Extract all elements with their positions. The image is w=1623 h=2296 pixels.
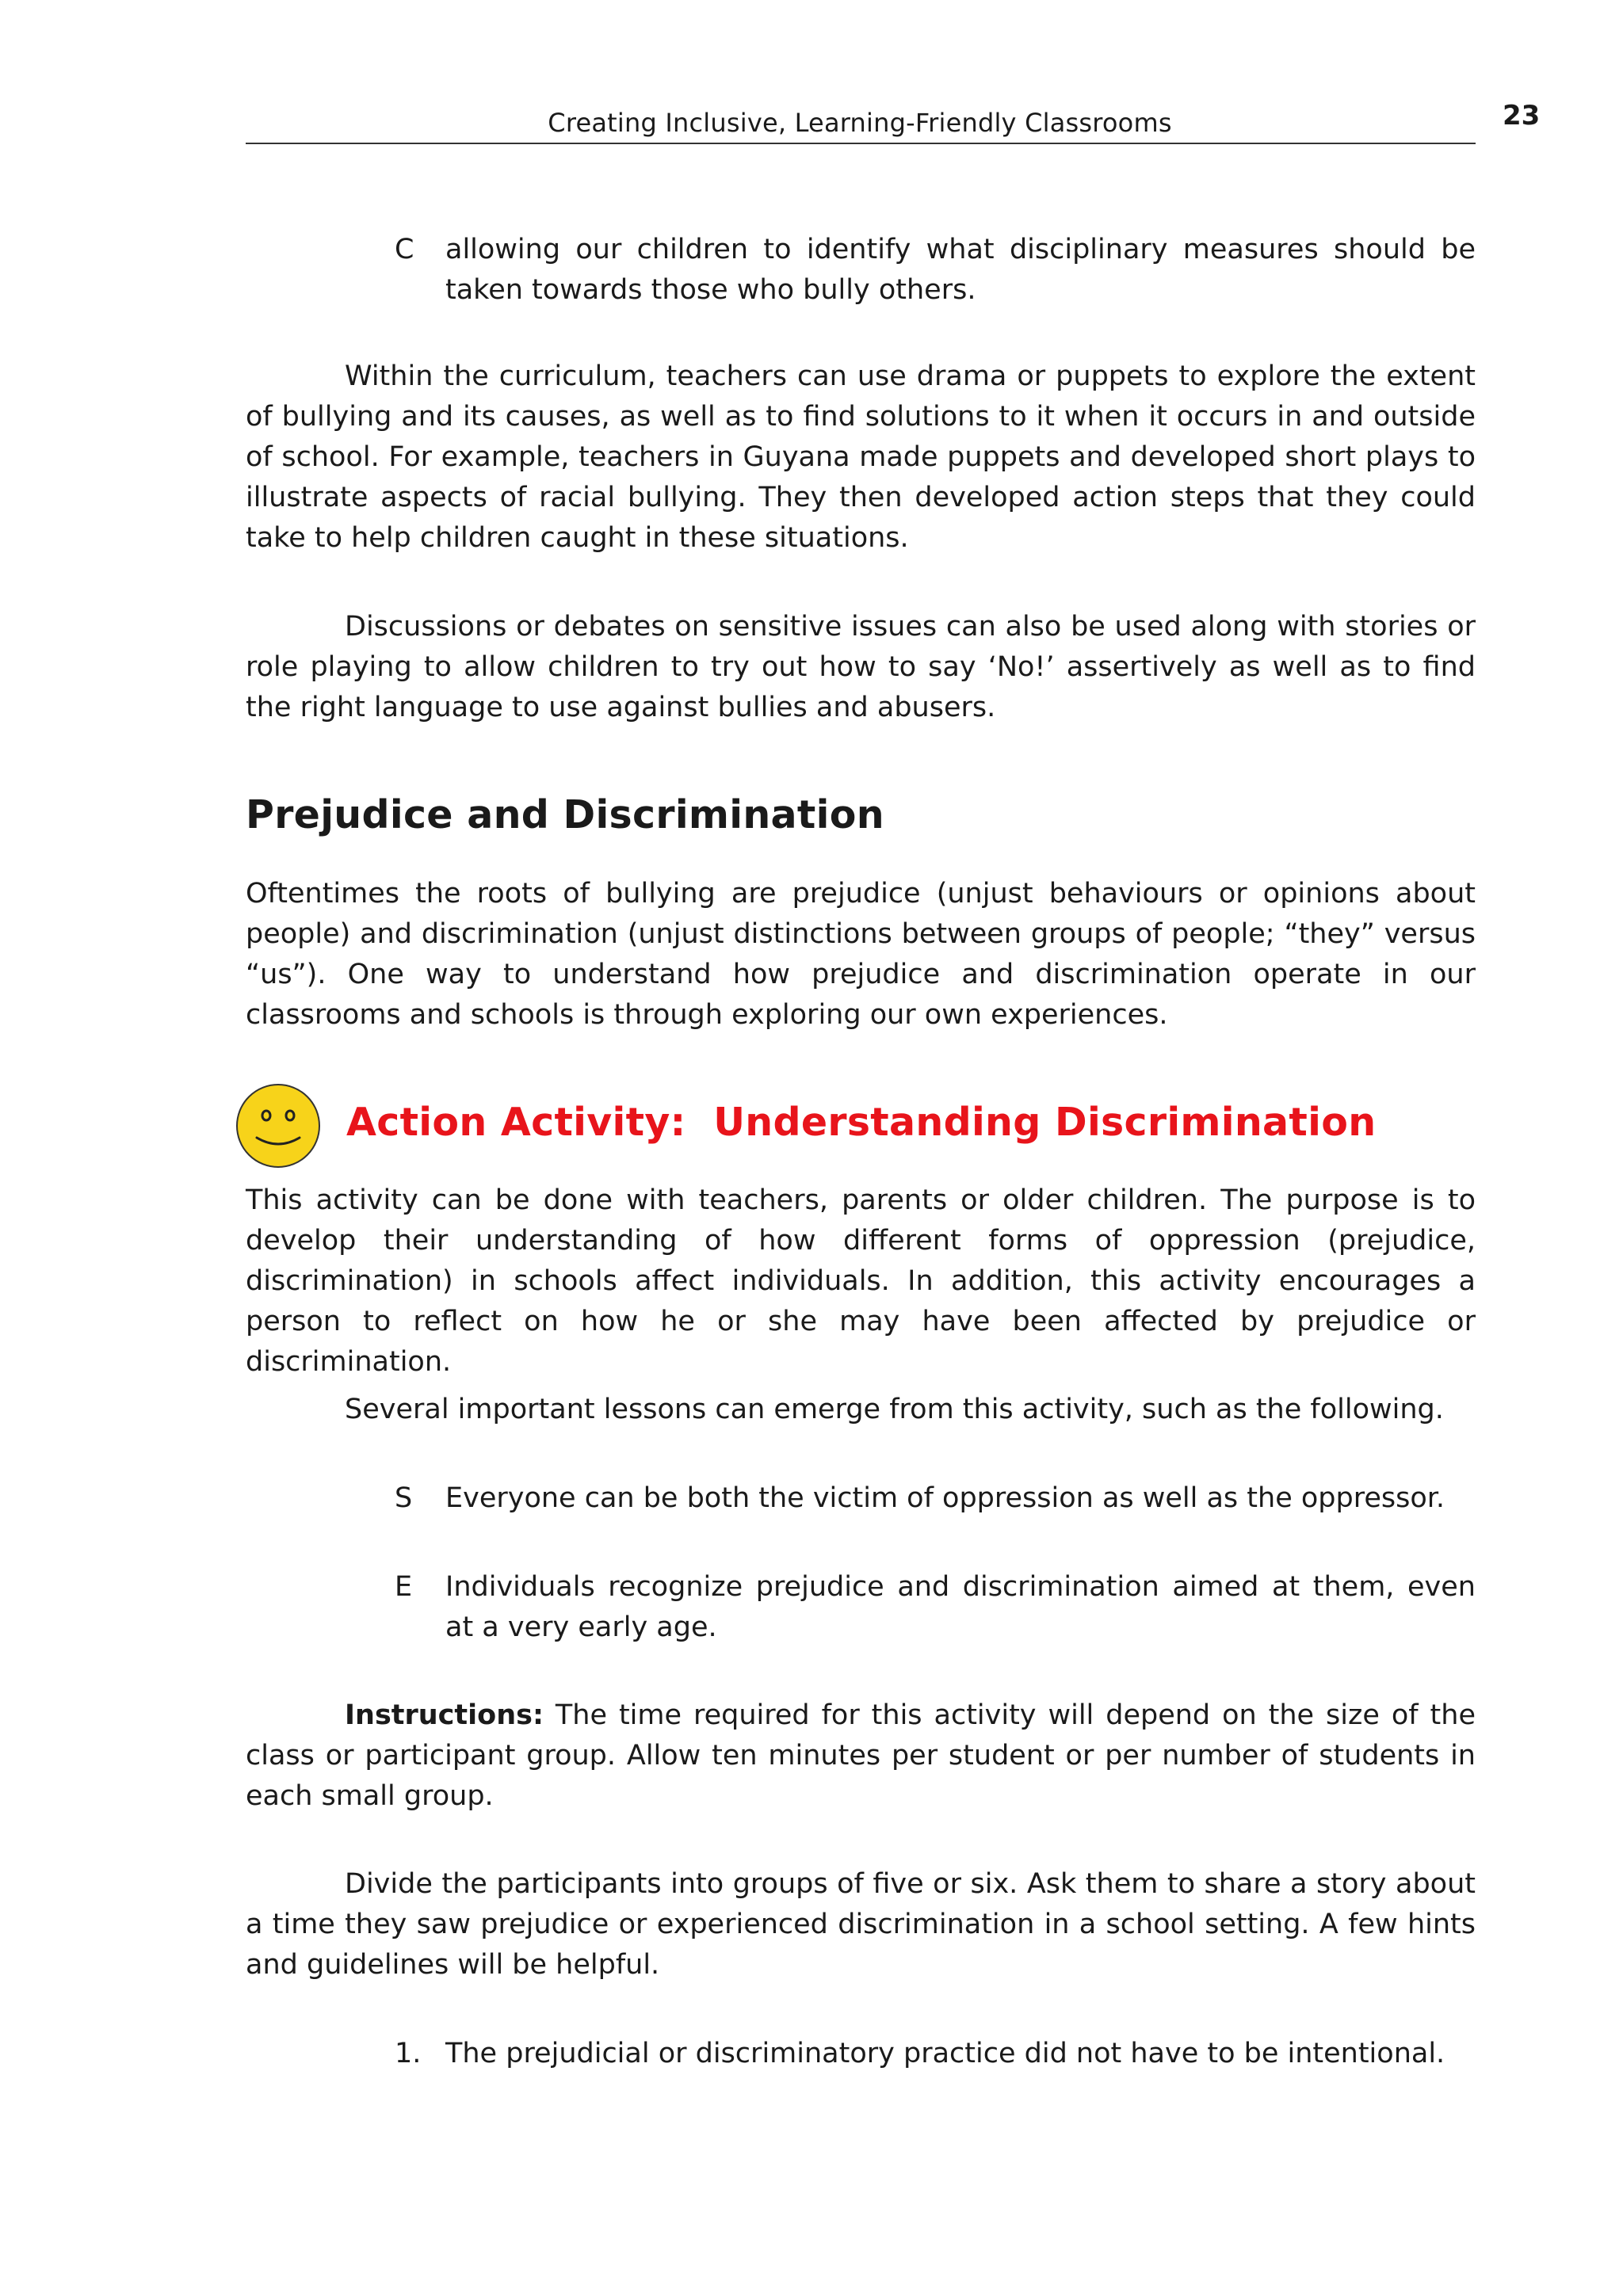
paragraph-text: Divide the participants into groups of five or six. Ask them to share a story about a time they saw prejudice or experienced discrimination in a school setting. A few hints and guidelines will be helpful.	[246, 1868, 1476, 1981]
item-number: 1.	[395, 2038, 422, 2069]
paragraph-text: Discussions or debates on sensitive issues can also be used along with stories or role playing to allow children to try out how to say ‘No!’ assertively as well as to find the right language to use against bullies and abusers.	[246, 611, 1476, 723]
bullet-text: allowing our children to identify what disciplinary measures should be taken towards those who bully others.	[445, 234, 1476, 306]
bullet-marker: C	[395, 234, 414, 265]
paragraph-text: Several important lessons can emerge from this activity, such as the following.	[345, 1394, 1444, 1425]
paragraph-text	[246, 1695, 1476, 1817]
paragraph-curriculum	[246, 357, 1476, 559]
activity-heading: Action Activity: Understanding Discrimination	[346, 1100, 1377, 1145]
bullet-text: Everyone can be both the victim of oppression as well as the oppressor.	[445, 1482, 1445, 1514]
running-header-title: Creating Inclusive, Learning-Friendly Classrooms	[548, 108, 1172, 138]
bullet-marker: S	[395, 1482, 413, 1514]
paragraph-lessons	[246, 1390, 1476, 1430]
paragraph-divide	[246, 1864, 1476, 1985]
paragraph-text: Oftentimes the roots of bullying are prejudice (unjust behaviours or opinions about people) and discrimination (unjust distinctions between groups of people; “they” versus “us”). One way to understand how prejudice and discrimination operate in our classrooms and schools is through exploring our own experiences.	[246, 878, 1476, 1031]
paragraph-oftentimes	[246, 874, 1476, 1035]
page-number: 23	[1503, 100, 1541, 132]
item-text: The prejudicial or discriminatory practice did not have to be intentional.	[445, 2038, 1445, 2069]
paragraph-text: Within the curriculum, teachers can use drama or puppets to explore the extent of bullying and its causes, as well as to find solutions to it when it occurs in and outside of school. For example, teachers in Guyana made puppets and developed short plays to illustrate aspects of racial bullying. They then developed action steps that they could take to help children caught in these situations.	[246, 360, 1476, 554]
paragraph-activity-intro	[246, 1180, 1476, 1383]
smiley-face-icon	[235, 1082, 322, 1169]
bullet-text: Individuals recognize prejudice and discrimination aimed at them, even at a very early age.	[445, 1571, 1476, 1643]
instructions-text: The time required for this activity will depend on the size of the class or participant group. Allow ten minutes per student or per number of students in each small group.	[246, 1699, 1476, 1812]
paragraph-discussions	[246, 607, 1476, 728]
section-heading: Prejudice and Discrimination	[246, 792, 884, 837]
instructions-label: Instructions:	[345, 1699, 544, 1731]
bullet-marker: E	[395, 1571, 413, 1603]
paragraph-text: This activity can be done with teachers, parents or older children. The purpose is to develop their understanding of how different forms of oppression (prejudice, discrimination) in schools affect individuals. In addition, this activity encourages a person to reflect on how he or she may have been affected by prejudice or discrimination.	[246, 1184, 1476, 1378]
header-divider	[246, 143, 1476, 144]
paragraph-instructions	[246, 1695, 1476, 1817]
